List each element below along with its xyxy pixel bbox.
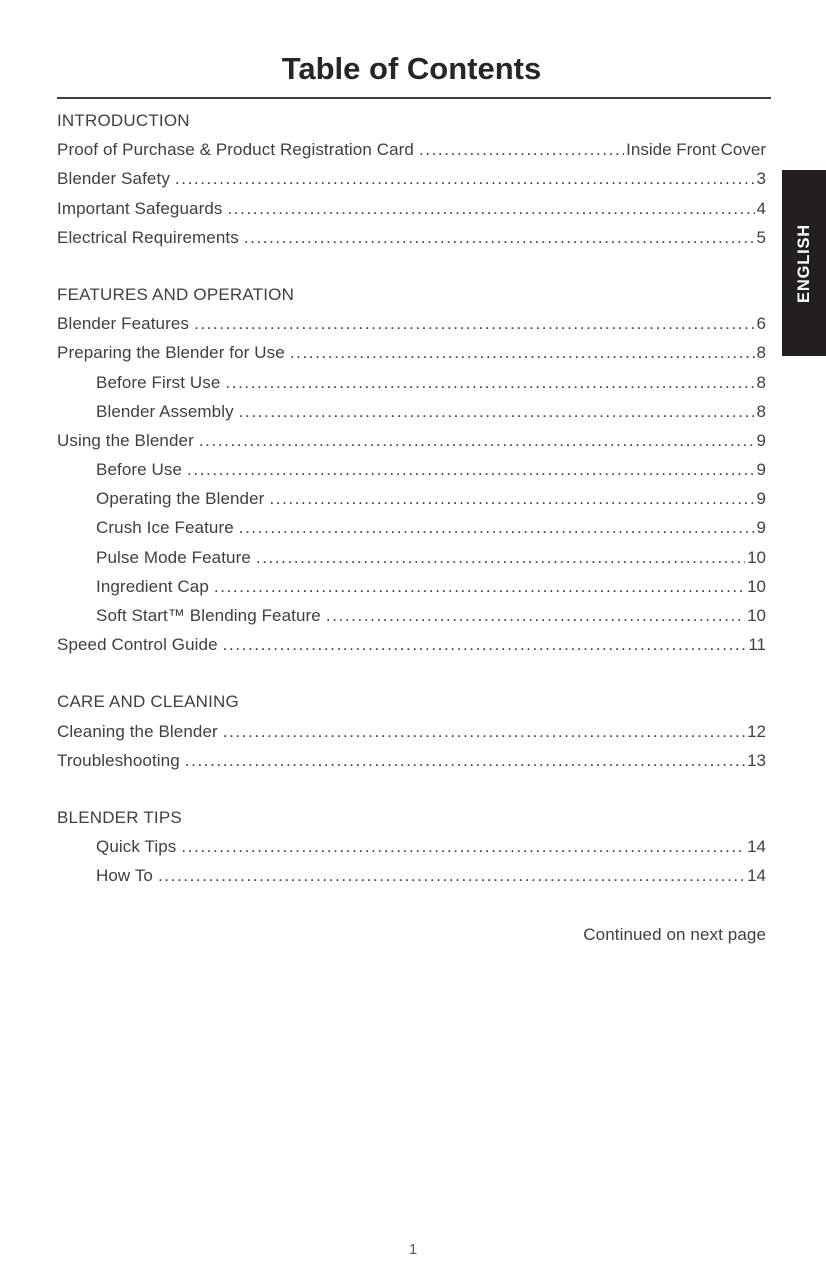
toc-entry: [57, 572, 766, 601]
toc-entry-label: How To: [96, 866, 153, 886]
language-tab: [782, 170, 826, 356]
toc-entry-label: Proof of Purchase & Product Registration Card: [57, 140, 414, 160]
toc-entry-label: Preparing the Blender for Use: [57, 343, 285, 363]
leader-dots: [223, 630, 747, 659]
footer-page-number: 1: [408, 1241, 418, 1258]
toc-entry: [57, 484, 766, 513]
toc-entry: [57, 368, 766, 397]
toc-entry: [57, 164, 766, 193]
toc-entry-label: Crush Ice Feature: [96, 518, 234, 538]
toc-entry: [57, 338, 766, 367]
toc-entry-label: Speed Control Guide: [57, 635, 218, 655]
toc-entry-page: 9: [756, 460, 766, 480]
toc-entry-label: Soft Start™ Blending Feature: [96, 606, 321, 625]
leader-dots: [187, 455, 754, 484]
continued-note: Continued on next page: [583, 924, 766, 944]
leader-dots: [199, 426, 755, 455]
toc-entry-page: 9: [756, 489, 766, 509]
toc-entry-label: Pulse Mode Feature: [96, 547, 251, 567]
toc-entry-page: 5: [756, 227, 766, 247]
toc-entry-label: Blender Features: [57, 314, 190, 334]
page-content: [57, 0, 766, 949]
toc-entry: [57, 832, 766, 861]
leader-dots: [419, 135, 624, 164]
toc-section: [57, 803, 766, 891]
toc-entry-label: Troubleshooting: [57, 750, 180, 770]
toc-entry-label: Blender Assembly: [96, 401, 234, 421]
page-title: Table of Contents: [281, 51, 542, 86]
toc-entry: [57, 397, 766, 426]
leader-dots: [239, 397, 755, 426]
language-tab-label: ENGLISH: [794, 223, 813, 303]
toc-entry-page: 4: [756, 198, 766, 218]
leader-dots: [326, 601, 745, 630]
toc-entry-page: 9: [756, 518, 766, 538]
toc-entry-page: 8: [756, 401, 766, 421]
leader-dots: [290, 338, 755, 367]
toc-entry: [57, 194, 766, 223]
toc-section: [57, 280, 766, 659]
toc-entry: [57, 543, 766, 572]
leader-dots: [214, 572, 745, 601]
toc-entry-page: 8: [756, 343, 766, 363]
section-header: BLENDER TIPS: [57, 807, 182, 827]
toc-section: [57, 106, 766, 252]
leader-dots: [175, 164, 755, 193]
toc-entry-label: Electrical Requirements: [57, 227, 239, 247]
leader-dots: [244, 223, 755, 252]
leader-dots: [227, 194, 754, 223]
leader-dots: [181, 832, 745, 861]
toc-entry-page: 10: [747, 547, 766, 567]
toc-entry-page: 6: [756, 314, 766, 334]
toc-entry-page: 9: [756, 430, 766, 450]
section-header: FEATURES AND OPERATION: [57, 284, 295, 304]
leader-dots: [223, 717, 745, 746]
toc-section: [57, 687, 766, 775]
toc-entry-label: Quick Tips: [96, 837, 177, 857]
toc-entry: [57, 455, 766, 484]
toc-entry-label: Important Safeguards: [57, 198, 223, 218]
table-of-contents: [57, 99, 766, 891]
toc-entry-page: 8: [756, 372, 766, 392]
toc-entry: [57, 630, 766, 659]
toc-entry-page: 12: [747, 721, 766, 741]
toc-entry-page: 11: [748, 635, 766, 655]
toc-entry-label: Ingredient Cap: [96, 576, 209, 596]
leader-dots: [158, 861, 745, 890]
toc-entry-page: 10: [747, 576, 766, 596]
leader-dots: [239, 513, 755, 542]
toc-entry-page: 14: [747, 837, 766, 857]
toc-entry-page: Inside Front Cover: [626, 140, 766, 160]
toc-entry: [57, 717, 766, 746]
toc-entry-page: 10: [747, 606, 766, 625]
toc-entry-page: 3: [756, 169, 766, 189]
section-header: CARE AND CLEANING: [57, 692, 239, 712]
toc-entry-label: Before Use: [96, 460, 183, 480]
toc-entry-page: 13: [747, 750, 766, 770]
leader-dots: [194, 309, 755, 338]
toc-entry: [57, 861, 766, 890]
toc-entry: [57, 513, 766, 542]
toc-entry-label: Operating the Blender: [96, 489, 265, 509]
toc-entry: [57, 223, 766, 252]
toc-entry: [57, 746, 766, 775]
toc-entry: [57, 601, 766, 630]
leader-dots: [185, 746, 745, 775]
toc-entry: [57, 426, 766, 455]
toc-entry: [57, 309, 766, 338]
section-header: INTRODUCTION: [57, 111, 190, 130]
toc-entry: [57, 135, 766, 164]
toc-entry-label: Cleaning the Blender: [57, 721, 218, 741]
toc-entry-label: Before First Use: [96, 372, 221, 392]
toc-entry-label: Blender Safety: [57, 169, 170, 189]
leader-dots: [269, 484, 754, 513]
toc-entry-label: Using the Blender: [57, 430, 194, 450]
leader-dots: [225, 368, 754, 397]
toc-entry-page: 14: [747, 866, 766, 886]
leader-dots: [256, 543, 745, 572]
